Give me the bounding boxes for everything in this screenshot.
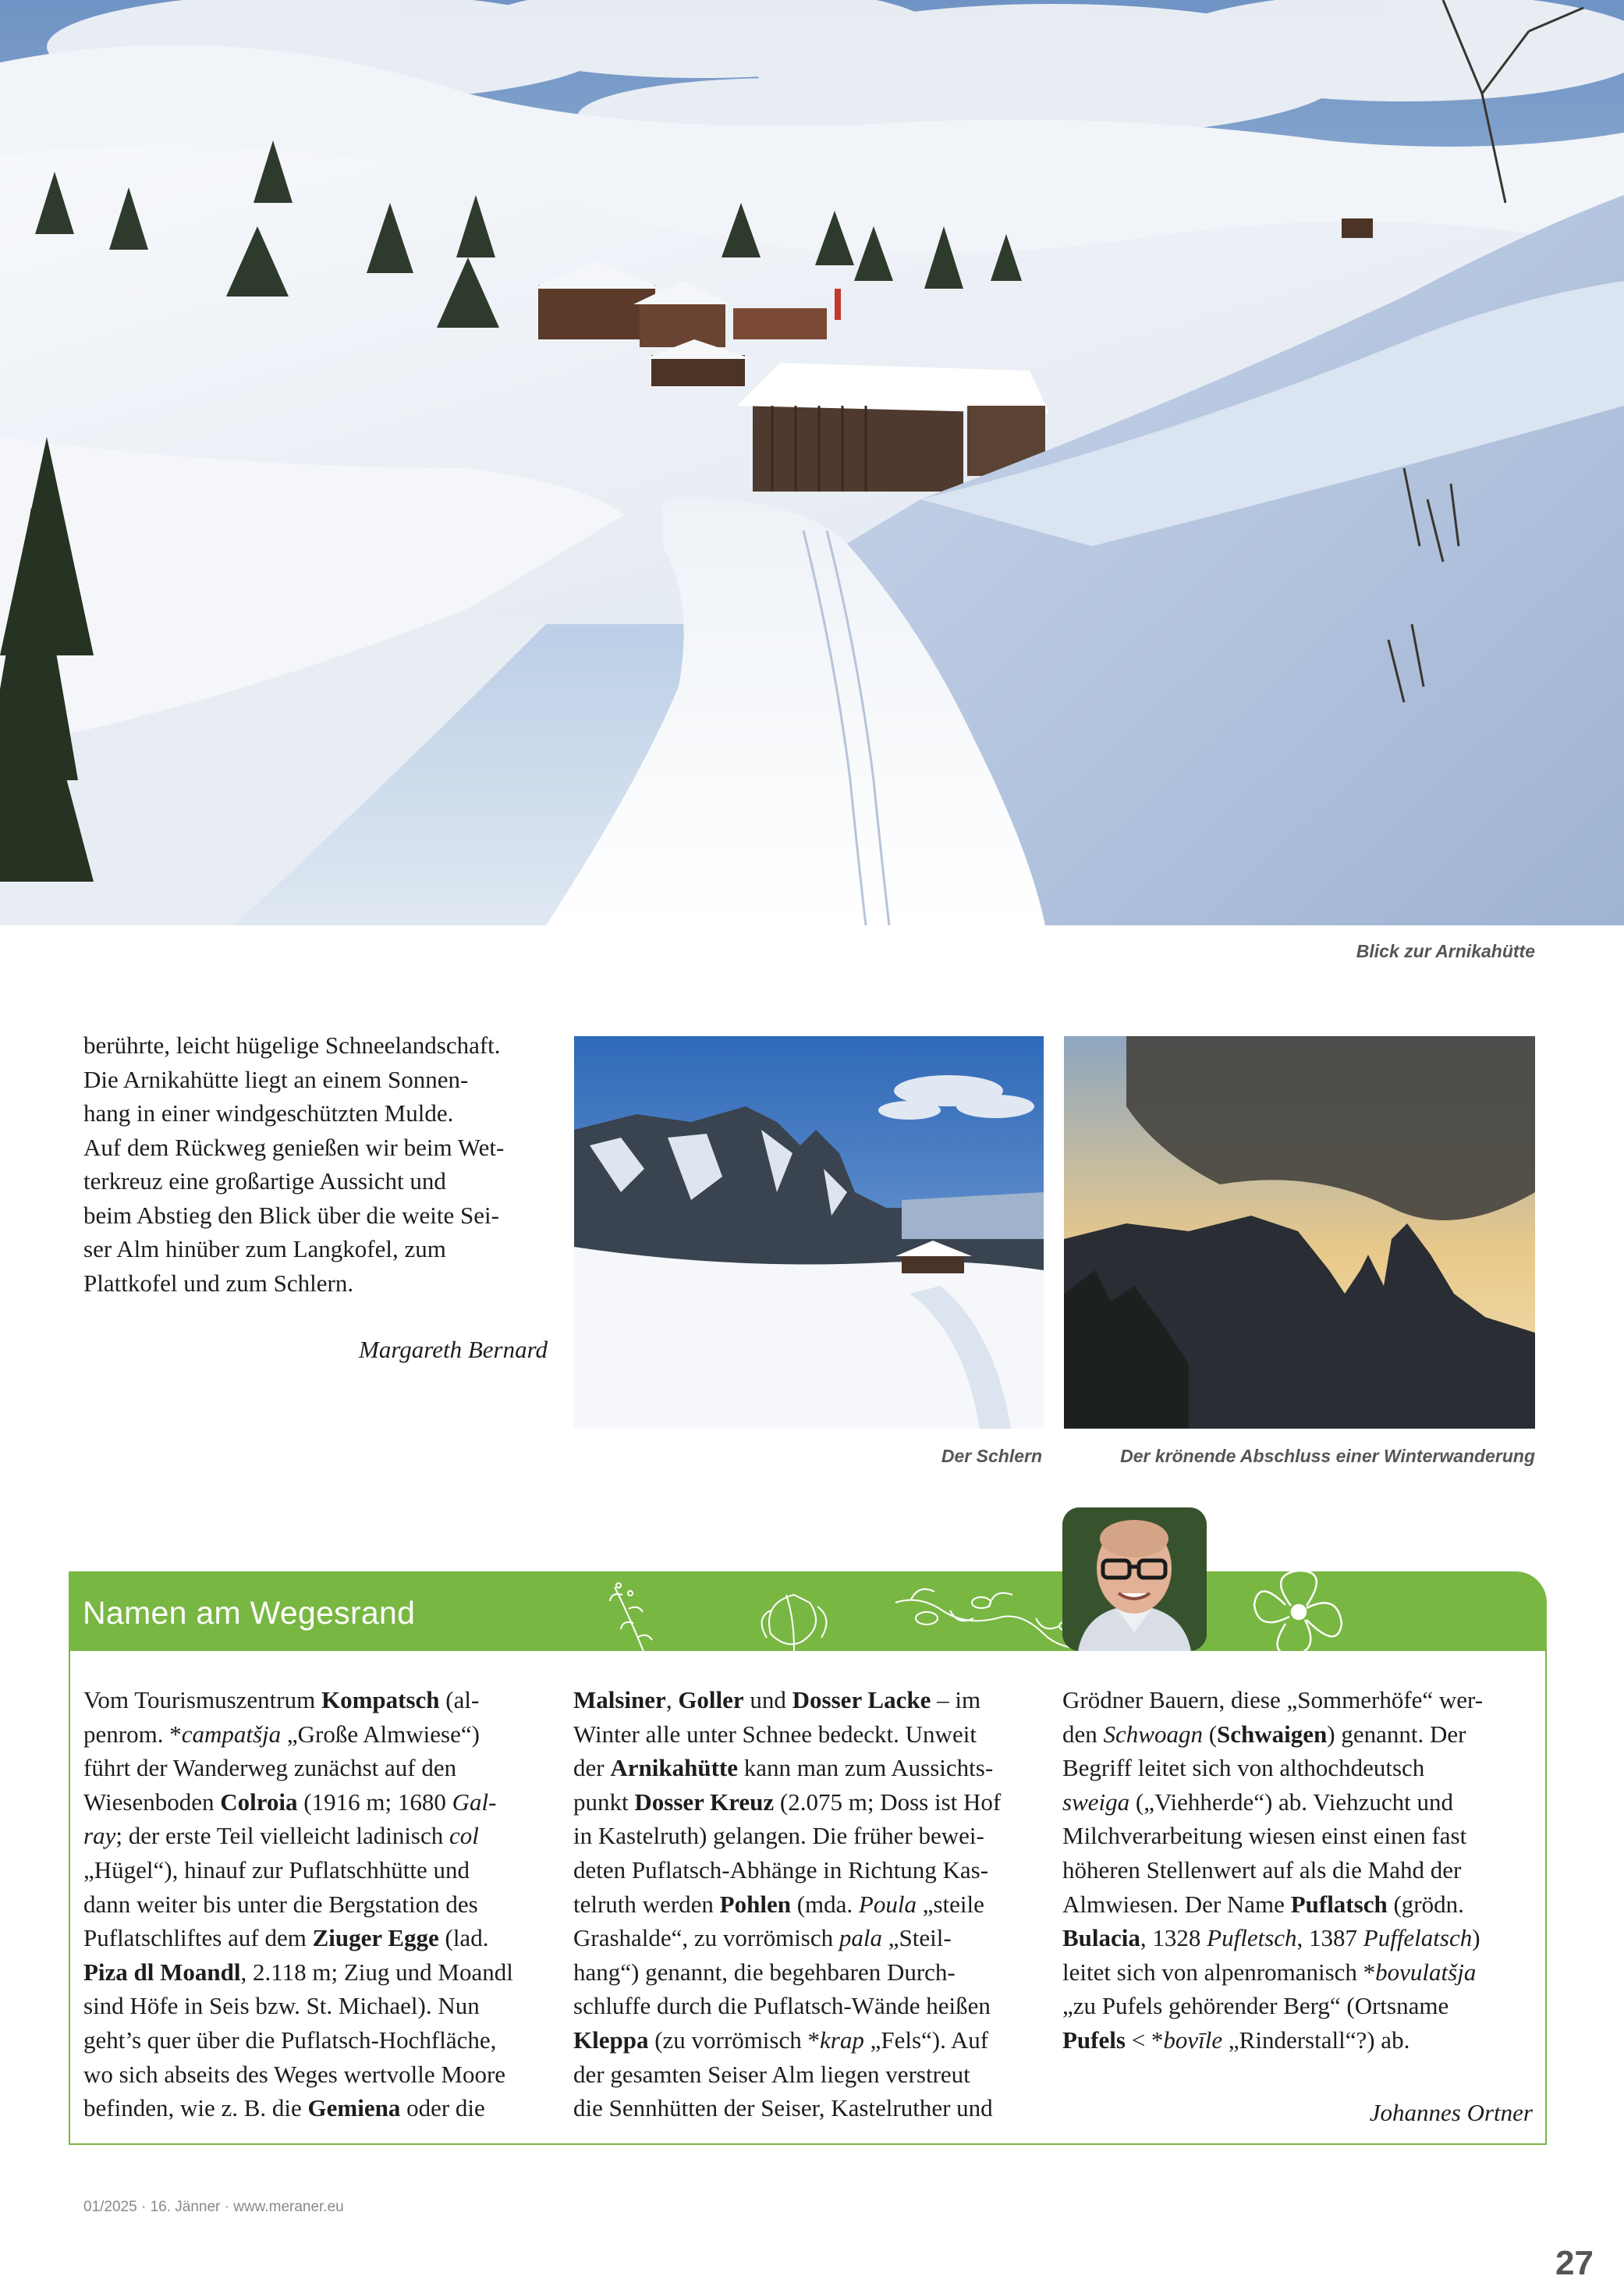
info-column-1 [83,1683,551,2125]
info-line: Grashalde“, zu vorrömisch pala „Steil- [573,1924,952,1952]
info-line: punkt Dosser Kreuz (2.075 m; Doss ist Hof [573,1788,1002,1816]
info-line: in Kastelruth) gelangen. Die früher bewei- [573,1822,984,1850]
info-line: Piza dl Moandl, 2.118 m; Ziug und Moandl [83,1958,513,1986]
info-line: Milchverarbeitung wiesen einst einen fast [1062,1822,1467,1850]
info-line: der Arnikahütte kann man zum Aussichts- [573,1754,994,1782]
info-column-2 [573,1683,1041,2125]
author-portrait [1062,1507,1207,1651]
info-box-title: Namen am Wegesrand [83,1595,416,1631]
info-column-3 [1062,1683,1530,2058]
info-line: Begriff leitet sich von althochdeutsch [1062,1754,1425,1782]
intro-line: terkreuz eine großartige Aussicht und [83,1167,446,1195]
info-line: den Schwoagn (Schwaigen) genannt. Der [1062,1720,1466,1748]
info-line: Grödner Bauern, diese „Sommerhöfe“ wer- [1062,1686,1484,1713]
info-box-author: Johannes Ortner [1369,2099,1533,2126]
sunset-caption: Der krönende Abschluss einer Winterwanderung [1120,1446,1535,1466]
intro-text [83,1028,551,1300]
intro-author: Margareth Bernard [359,1336,548,1363]
info-line: hang“) genannt, die begehbaren Durch- [573,1958,956,1986]
info-line: Pufels < *bovīle „Rinderstall“?) ab. [1062,2026,1410,2054]
info-line: „zu Pufels gehörender Berg“ (Ortsname [1062,1992,1449,2020]
hero-caption: Blick zur Arnikahütte [1356,941,1535,961]
intro-line: hang in einer windgeschützten Mulde. [83,1099,454,1127]
hero-photo [0,0,1624,925]
info-line: telruth werden Pohlen (mda. Poula „steile [573,1890,984,1918]
schlern-caption: Der Schlern [941,1446,1042,1466]
info-line: geht’s quer über die Puflatsch-Hochfläche, [83,2026,497,2054]
info-line: ray; der erste Teil vielleicht ladinisch col [83,1822,479,1850]
info-line: schluffe durch die Puflatsch-Wände heißen [573,1992,991,2020]
intro-line: beim Abstieg den Blick über die weite Sei- [83,1201,499,1229]
info-line: deten Puflatsch-Abhänge in Richtung Kas- [573,1855,989,1884]
info-line: die Sennhütten der Seiser, Kastelruther und [573,2094,993,2122]
info-line: Puflatschliftes auf dem Ziuger Egge (lad. [83,1924,489,1952]
sunset-photo [1064,1036,1535,1429]
info-line: Wiesenboden Colroia (1916 m; 1680 Gal- [83,1788,497,1816]
intro-line: ser Alm hinüber zum Langkofel, zum [83,1235,446,1262]
info-line: Winter alle unter Schnee bedeckt. Unweit [573,1720,977,1748]
info-line: Vom Tourismuszentrum Kompatsch (al- [83,1686,480,1713]
flower-icon [1248,1565,1349,1659]
info-line: Bulacia, 1328 Pufletsch, 1387 Puffelatsch) [1062,1924,1480,1952]
info-line: dann weiter bis unter die Bergstation des [83,1890,478,1918]
intro-line: Die Arnikahütte liegt an einem Sonnen- [83,1065,469,1093]
info-line: „Hügel“), hinauf zur Puflatschhütte und [83,1855,470,1884]
info-line: penrom. *campatšja „Große Almwiese“) [83,1720,480,1748]
intro-line: berührte, leicht hügelige Schneelandschaft. [83,1031,501,1059]
info-line: höheren Stellenwert auf als die Mahd der [1062,1855,1462,1884]
info-line: leitet sich von alpenromanisch *bovulatšja [1062,1958,1477,1986]
page-number: 27 [1555,2244,1594,2282]
intro-line: Plattkofel und zum Schlern. [83,1269,354,1297]
info-line: führt der Wanderweg zunächst auf den [83,1754,457,1782]
info-line: sind Höfe in Seis bzw. St. Michael). Nun [83,1992,480,2020]
info-line: Kleppa (zu vorrömisch *krap „Fels“). Auf [573,2026,989,2054]
schlern-photo [574,1036,1044,1429]
info-line: Malsiner, Goller und Dosser Lacke – im [573,1686,981,1713]
info-line: wo sich abseits des Weges wertvolle Moore [83,2060,506,2088]
info-box-header [69,1571,1547,1651]
info-line: Almwiesen. Der Name Puflatsch (grödn. [1062,1890,1464,1918]
intro-line: Auf dem Rückweg genießen wir beim Wet- [83,1133,505,1161]
footer-issue-info: 01/2025 · 16. Jänner · www.meraner.eu [83,2199,344,2215]
info-line: befinden, wie z. B. die Gemiena oder die [83,2094,485,2122]
info-line: der gesamten Seiser Alm liegen verstreut [573,2060,970,2088]
info-line: sweiga („Viehherde“) ab. Viehzucht und [1062,1788,1454,1816]
